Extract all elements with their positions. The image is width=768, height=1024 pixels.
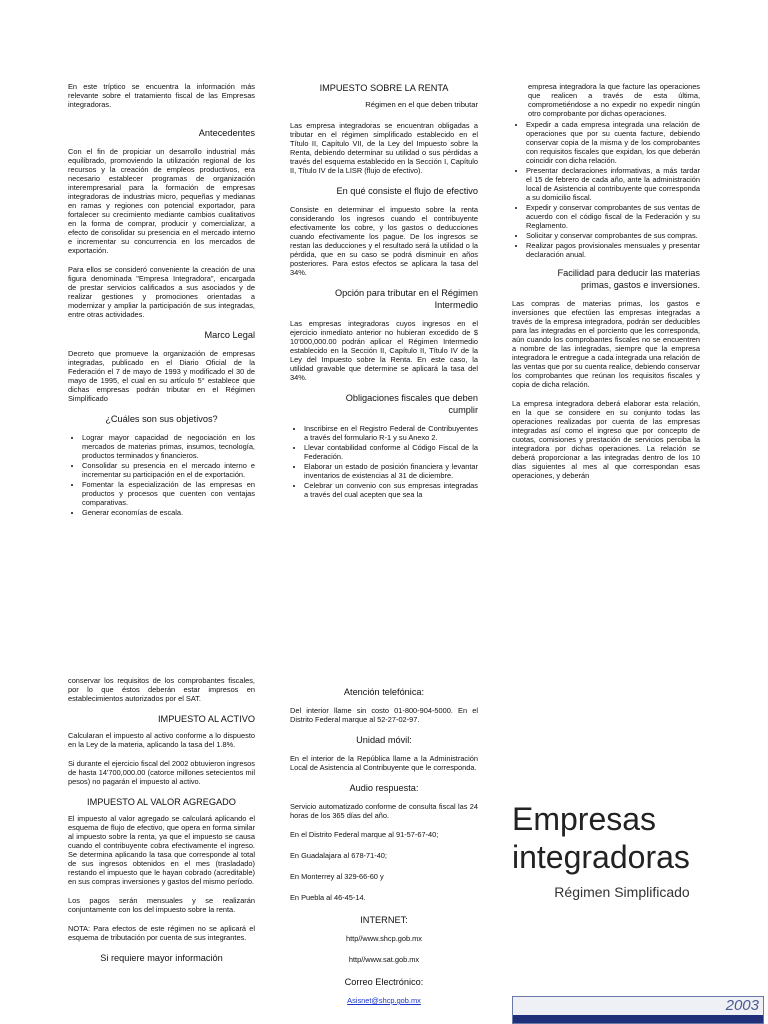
- obligaciones-heading: Obligaciones fiscales que deben cumplir: [345, 393, 478, 415]
- antecedentes-paragraph-1: Con el fin de propiciar un desarrollo industrial más equilibrado, promoviendo la utilización regional de los recursos y la creación de empleos productivos, era necesario establecer programas de organización interempresarial para la formación de empresas integradoras de industrias micro, pequeñas y medianas en ramas y regiones con potencial exportador, para fortalecer su crecimiento mediante cambios cualitativos en la forma de comprar, producir y comercializar, a efecto de consolidar su presencia en el mercado interno e incrementar su concurrencia en los mercados de exportación.: [68, 147, 255, 255]
- mayor-informacion-heading: Si requiere mayor información: [100, 953, 223, 963]
- facilidad-paragraph-1: Las compras de materias primas, los gastos e inversiones que efectúen las empresas integradas a través de la empresa integradora, podrán ser deducibles para las integradas en el porciento que les corresponda, aún cuando los comprobantes fiscales no se encuentren a nombre de las integradas, siempre que la empresa integradora le entregue a cada integrada una relación de las ventas que por su cuenta realice, debiendo conservar los comprobantes que reúnan los requisitos fiscales y copia de dicha relación.: [512, 299, 700, 389]
- telefono-paragraph: Del interior llame sin costo 01-800-904-5000. En el Distrito Federal marque al 52-27-02-97.: [290, 706, 478, 724]
- continuation-text: conservar los requisitos de los comprobantes fiscales, por lo que éstos deberán estar impresos en establecimientos autorizados por el SAT.: [68, 676, 255, 703]
- objetivos-list: [68, 433, 255, 517]
- iva-paragraph-1: El impuesto al valor agregado se calculará aplicando el esquema de flujo de efectivo, que opera en forma similar al impuesto sobre la renta, ya que el impuesto se causa cuando el contribuyente cobra efectivamente el ingreso. Se determina aplicando la tasa que corresponde al total de sus ingresos obtenidos en el mes (trasladado) restando el impuesto que le hayan cobrado (acreditable) en sus compras inversiones y gastos del mismo período.: [68, 814, 255, 886]
- antecedentes-paragraph-2: Para ellos se consideró conveniente la creación de una figura denominada "Empresa Integradora", encargada de prestar servicios calificados a sus asociados y de realizar gestiones y promociones orientadas a modernizar y ampliar la participación de sus integradas, entre otras actividades.: [68, 265, 255, 319]
- obligaciones-list: [290, 424, 478, 499]
- phone-line: En Puebla al 46-45-14.: [290, 893, 366, 902]
- activo-paragraph-1: Calcularan el impuesto al activo conforme a lo dispuesto en la Ley de la materia, aplicando la tasa del 1.8%.: [68, 731, 255, 749]
- cover-title-line-1: Empresas: [512, 801, 657, 837]
- column-1: [68, 82, 255, 525]
- marco-legal-heading: Marco Legal: [204, 330, 255, 340]
- continuation-text: empresa integradora la que facture las operaciones que realicen a través de esta última, comprometiéndose a no expedir no expedir ningún otro comprobante por dichas operaciones.: [528, 82, 700, 118]
- facilidad-heading: Facilidad para deducir las materias primas, gastos e inversiones.: [557, 268, 700, 290]
- iva-paragraph-2: Los pagos serán mensuales y se realizarán conjuntamente con los del impuesto sobre la renta.: [68, 896, 255, 914]
- list-item: • Inscribirse en el Registro Federal de Contribuyentes a través del formulario R-1 y su Anexo 2.: [304, 424, 478, 442]
- opcion-paragraph: Las empresas integradoras cuyos ingresos en el ejercicio inmediato anterior no hubieran excedido de $ 10'000,000.00 podrán aplicar el Régimen Intermedio establecido en la Sección II, Capítulo II, Título IV de la Ley del Impuesto sobre la Renta. En este caso, la utilidad gravable que determine se aplicará la tasa del 34%.: [290, 319, 478, 382]
- facilidad-paragraph-2: La empresa integradora deberá elaborar esta relación, en la que se considere en su conjunto todas las operaciones realizadas por cuenta de las empresas integradas así como el ingreso que por concepto de cuotas, comisiones y prestación de servicios perciba la integradora por dichas operaciones. La relación se deberá proporcionar a las integradas dentro de los 10 días siguientes al mes al que correspondan esas operaciones, y deberán: [512, 399, 700, 480]
- email-link[interactable]: Asisnet@shcp.gob.mx: [347, 996, 421, 1005]
- obligaciones-list-continued: [512, 120, 700, 259]
- renta-heading: IMPUESTO SOBRE LA RENTA: [319, 83, 449, 93]
- activo-heading: IMPUESTO AL ACTIVO: [157, 714, 255, 724]
- antecedentes-heading: Antecedentes: [198, 128, 255, 138]
- internet-heading: INTERNET:: [360, 915, 408, 925]
- list-item: • Realizar pagos provisionales mensuales y presentar declaración anual.: [526, 241, 700, 259]
- column-3: [512, 82, 700, 490]
- list-item: • Celebrar un convenio con sus empresas integradas a través del cual acepten que sea la: [304, 481, 478, 499]
- cover-title: [512, 800, 762, 876]
- nota-paragraph: NOTA: Para efectos de este régimen no se aplicará el esquema de tributación por cuenta de sus integrantes.: [68, 924, 255, 942]
- opcion-heading: Opción para tributar en el Régimen Intermedio: [335, 288, 478, 310]
- flujo-heading: En qué consiste el flujo de efectivo: [336, 186, 478, 196]
- column-5: [290, 686, 478, 1017]
- list-item: • Solicitar y conservar comprobantes de sus compras.: [526, 231, 700, 240]
- list-item: • Elaborar un estado de posición financiera y levantar inventarios de existencias al 31 de diciembre.: [304, 462, 478, 480]
- unidad-movil-paragraph: En el interior de la República llame a la Administración Local de Asistencia al Contribuyente que le corresponda.: [290, 754, 478, 772]
- year-banner: [512, 996, 764, 1024]
- website-link-sat[interactable]: http//www.sat.gob.mx: [348, 955, 420, 964]
- year-banner-bar: [513, 1015, 763, 1023]
- list-item: • Presentar declaraciones informativas, a más tardar el 15 de febrero de cada año, ante la administración local de Asistencia al contribuyente que corresponda a su domicilio fiscal.: [526, 166, 700, 202]
- flujo-paragraph: Consiste en determinar el impuesto sobre la renta considerando los ingresos cuando el contribuyente efectivamente los cobre, y los gastos o deducciones cuando efectivamente los pague. De los ingresos se restan las deducciones y el resultado será la utilidad o la pérdida, que en su caso se podrá disminuir en años posteriores. Para estos efectos se aplicara la tasa del 34%.: [290, 205, 478, 277]
- marco-legal-paragraph: Decreto que promueve la organización de empresas integradas, publicado en el Diario Oficial de la Federación el 7 de mayo de 1993 y modificado el 30 de mayo de 1995, el cual en su artículo 5° establece que dichas empresas podrán tributar en el Régimen Simplificado: [68, 349, 255, 403]
- iva-heading: IMPUESTO AL VALOR AGREGADO: [87, 797, 236, 807]
- audio-respuesta-heading: Audio respuesta:: [349, 783, 419, 793]
- list-item: • Expedir a cada empresa integrada una relación de operaciones que por su cuenta facture, debiendo conservar copia de la misma y de los comprobantes con requisitos fiscales que expidan, los que deberán coincidir con dicha relación.: [526, 120, 700, 165]
- objetivos-heading: ¿Cuáles son sus objetivos?: [105, 414, 218, 424]
- list-item: • Expedir y conservar comprobantes de sus ventas de acuerdo con el código fiscal de la Federación y su Reglamento.: [526, 203, 700, 230]
- telefono-heading: Atención telefónica:: [343, 687, 425, 697]
- regimen-subheading: Régimen en el que deben tributar: [365, 100, 478, 109]
- list-item: • Generar economías de escala.: [82, 508, 255, 517]
- list-item: • Consolidar su presencia en el mercado interno e incrementar su participación en el de exportación.: [82, 461, 255, 479]
- phone-line: En Guadalajara al 678-71-40;: [290, 851, 387, 860]
- column-4: [68, 676, 255, 972]
- column-2: [290, 82, 478, 507]
- website-link-shcp[interactable]: http//www.shcp.gob.mx: [346, 934, 422, 943]
- list-item: • Lograr mayor capacidad de negociación en los mercados de materias primas, insumos, tecnología, productos terminados y financieros.: [82, 433, 255, 460]
- cover-title-line-2: integradoras: [512, 839, 690, 875]
- activo-paragraph-2: Si durante el ejercicio fiscal del 2002 obtuvieron ingresos de hasta 14'700,000.00 (catorce millones setecientos mil pesos) no pagarán el impuesto al activo.: [68, 759, 255, 786]
- year-label: 2003: [725, 997, 759, 1014]
- unidad-movil-heading: Unidad móvil:: [356, 735, 412, 745]
- list-item: • Llevar contabilidad conforme al Código Fiscal de la Federación.: [304, 443, 478, 461]
- audio-respuesta-paragraph: Servicio automatizado conforme de consulta fiscal las 24 horas de los 365 días del año.: [290, 802, 478, 820]
- list-item: • Fomentar la especialización de las empresas en productos y procesos que cuenten con ventajas comparativas.: [82, 480, 255, 507]
- phone-line: En Monterrey al 329-66-60 y: [290, 872, 384, 881]
- phone-line: En el Distrito Federal marque al 91-57-67-40;: [290, 830, 439, 839]
- cover-subtitle: Régimen Simplificado: [554, 884, 690, 900]
- intro-text: En este tríptico se encuentra la información más relevante sobre el tratamiento fiscal de las Empresas integradoras.: [68, 82, 255, 109]
- correo-heading: Correo Electrónico:: [344, 977, 424, 987]
- regimen-paragraph: Las empresa integradoras se encuentran obligadas a tributar en el régimen simplificado establecido en el Título II, Capítulo VII, de la Ley del Impuesto sobre la Renta, debiendo determinar su utilidad o sus pérdidas a través del esquema establecido en la Sección I, Capítulo II, Título IV de la LISR (flujo de efectivo).: [290, 121, 478, 175]
